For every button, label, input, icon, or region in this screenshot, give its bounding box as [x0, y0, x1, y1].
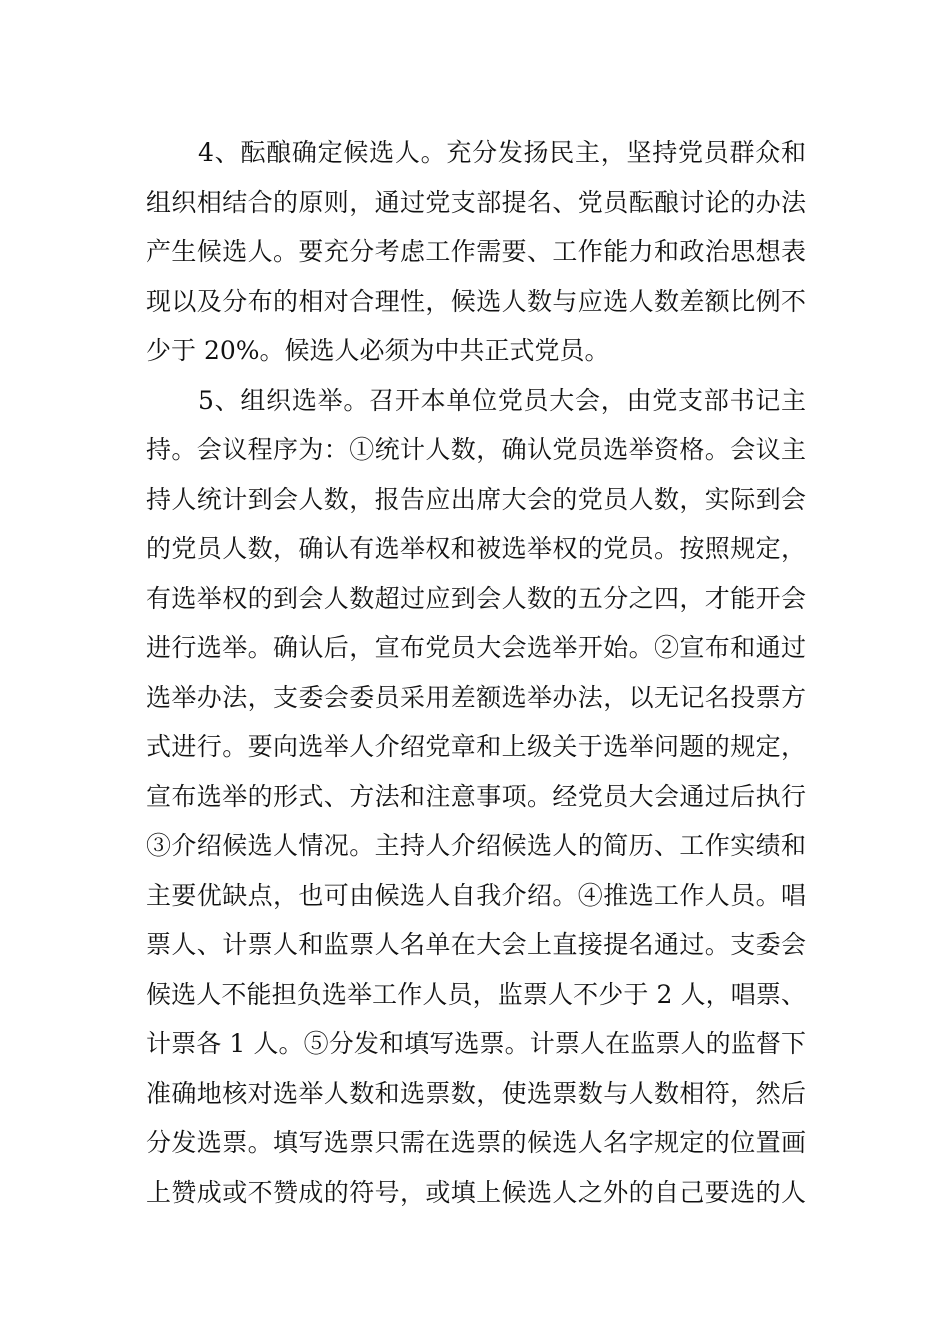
paragraph-organize-election: [146, 376, 806, 1218]
text-line: 分发选票。填写选票只需在选票的候选人名字规定的位置画: [146, 1128, 806, 1157]
text-line: 5、组织选举。召开本单位党员大会，由党支部书记主: [198, 385, 806, 415]
text-line: 持人统计到会人数，报告应出席大会的党员人数，实际到会: [146, 484, 806, 514]
text-line: 组织相结合的原则，通过党支部提名、党员酝酿讨论的办法: [146, 187, 806, 217]
paragraph-candidate-nomination: [146, 128, 806, 376]
text-line: 进行选举。确认后，宣布党员大会选举开始。②宣布和通过: [146, 633, 806, 662]
text-line: 有选举权的到会人数超过应到会人数的五分之四，才能开会: [146, 583, 806, 613]
text-line: 4、酝酿确定候选人。充分发扬民主，坚持党员群众和: [198, 138, 806, 167]
text-line: 上赞成或不赞成的符号，或填上候选人之外的自己要选的人: [146, 1177, 806, 1207]
text-line: 式进行。要向选举人介绍党章和上级关于选举问题的规定，: [146, 732, 806, 761]
text-line: 选举办法，支委会委员采用差额选举办法，以无记名投票方: [146, 682, 806, 712]
text-line: 候选人不能担负选举工作人员，监票人不少于 2 人，唱票、: [146, 979, 806, 1009]
text-line: 的党员人数，确认有选举权和被选举权的党员。按照规定，: [146, 534, 806, 563]
text-line: 持。会议程序为：①统计人数，确认党员选举资格。会议主: [146, 435, 806, 464]
text-line: 主要优缺点，也可由候选人自我介绍。④推选工作人员。唱: [146, 880, 806, 910]
text-line: 少于 20%。候选人必须为中共正式党员。: [146, 336, 610, 365]
text-line: 产生候选人。要充分考虑工作需要、工作能力和政治思想表: [146, 237, 806, 266]
text-line: 现以及分布的相对合理性，候选人数与应选人数差额比例不: [146, 286, 806, 316]
text-line: ③介绍候选人情况。主持人介绍候选人的简历、工作实绩和: [146, 831, 806, 860]
text-line: 宣布选举的形式、方法和注意事项。经党员大会通过后执行: [146, 781, 806, 811]
document-body: [146, 128, 806, 1217]
text-line: 计票各 1 人。⑤分发和填写选票。计票人在监票人的监督下: [146, 1029, 806, 1058]
text-line: 准确地核对选举人数和选票数，使选票数与人数相符，然后: [146, 1078, 806, 1108]
text-line: 票人、计票人和监票人名单在大会上直接提名通过。支委会: [146, 930, 806, 959]
